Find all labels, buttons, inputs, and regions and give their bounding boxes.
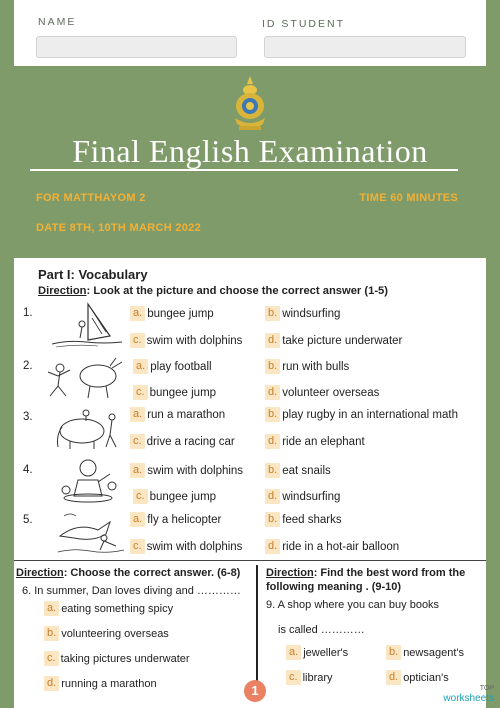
- column-divider: [256, 565, 258, 693]
- id-student-field[interactable]: [264, 36, 466, 58]
- option-text: ride an elephant: [282, 435, 365, 448]
- answer-option[interactable]: [44, 601, 173, 616]
- option-text: optician's: [403, 671, 449, 684]
- question-number: 4.: [23, 464, 33, 476]
- direction-text: : Find the best word from the: [313, 567, 466, 579]
- question-number: 2.: [23, 360, 33, 372]
- answer-option[interactable]: [44, 626, 169, 641]
- option-text: ride in a hot-air balloon: [282, 540, 400, 553]
- brand-bottom: worksheets: [443, 693, 494, 704]
- answer-option[interactable]: [286, 645, 348, 660]
- option-letter: c.: [44, 651, 59, 666]
- direction-text: following meaning . (9-10): [266, 581, 402, 593]
- answer-option[interactable]: [265, 407, 458, 422]
- option-text: run a marathon: [147, 408, 226, 421]
- answer-option[interactable]: [130, 463, 243, 478]
- answer-option[interactable]: [44, 651, 190, 666]
- option-letter: d.: [265, 333, 280, 348]
- option-letter: d.: [265, 489, 280, 504]
- question-9: 9. A shop where you can buy books: [266, 599, 440, 611]
- question-6: 6. In summer, Dan loves diving and …………: [22, 585, 241, 597]
- running-with-bulls-picture: [44, 354, 126, 402]
- option-letter: d.: [265, 434, 280, 449]
- direction-label: Direction: [38, 285, 87, 297]
- direction-label: Direction: [266, 567, 314, 579]
- brand-top: TOP: [479, 685, 494, 692]
- direction-text: : Choose the correct answer. (6-8): [63, 567, 241, 579]
- answer-option[interactable]: [133, 385, 216, 400]
- option-letter: d.: [265, 385, 280, 400]
- option-letter: b.: [386, 645, 401, 660]
- header-banner: [0, 66, 500, 258]
- option-text: windsurfing: [282, 307, 341, 320]
- option-letter: a.: [130, 407, 145, 422]
- option-letter: b.: [265, 512, 280, 527]
- option-letter: b.: [265, 407, 280, 422]
- option-text: eating something spicy: [61, 602, 174, 615]
- option-letter: a.: [44, 601, 59, 616]
- answer-option[interactable]: [265, 512, 342, 527]
- option-text: drive a racing car: [146, 435, 235, 448]
- answer-option[interactable]: [265, 306, 340, 321]
- school-emblem-icon: [229, 74, 271, 134]
- option-text: swim with dolphins: [147, 464, 244, 477]
- answer-option[interactable]: [265, 359, 349, 374]
- option-letter: c.: [130, 333, 145, 348]
- option-text: eat snails: [282, 464, 331, 477]
- part1-title: Part I: Vocabulary: [38, 267, 148, 282]
- option-letter: b.: [265, 306, 280, 321]
- form-level: FOR MATTHAYOM 2: [36, 192, 146, 204]
- option-text: volunteer overseas: [282, 386, 380, 399]
- answer-option[interactable]: [386, 645, 464, 660]
- option-letter: c.: [130, 539, 145, 554]
- option-text: running a marathon: [61, 677, 157, 690]
- option-letter: d.: [265, 539, 280, 554]
- name-label: NAME: [38, 16, 77, 28]
- feeding-sharks-picture: [54, 508, 126, 554]
- option-letter: b.: [44, 626, 59, 641]
- option-text: fly a helicopter: [147, 513, 222, 526]
- answer-option[interactable]: [265, 333, 402, 348]
- answer-option[interactable]: [130, 306, 214, 321]
- answer-option[interactable]: [130, 539, 242, 554]
- answer-option[interactable]: [130, 512, 221, 527]
- option-letter: a.: [286, 645, 301, 660]
- answer-option[interactable]: [130, 407, 225, 422]
- question-number: 5.: [23, 514, 33, 526]
- part1-direction: [38, 285, 388, 297]
- option-text: play rugby in an international math: [282, 408, 458, 421]
- option-text: feed sharks: [282, 513, 342, 526]
- question-number: 3.: [23, 411, 33, 423]
- option-text: library: [302, 671, 333, 684]
- exam-title: Final English Examination: [72, 133, 428, 169]
- page-number-badge: 1: [244, 680, 266, 702]
- answer-option[interactable]: [265, 539, 399, 554]
- eating-snails-picture: [54, 456, 126, 504]
- answer-option[interactable]: [265, 463, 331, 478]
- question-9-continued: is called …………: [278, 624, 365, 636]
- option-letter: c.: [133, 385, 148, 400]
- option-letter: b.: [265, 359, 280, 374]
- part-right-direction: [266, 566, 465, 594]
- option-text: jeweller's: [303, 646, 349, 659]
- id-student-label: ID STUDENT: [262, 18, 345, 30]
- windsurfing-picture: [48, 300, 126, 350]
- answer-option[interactable]: [130, 333, 242, 348]
- answer-option[interactable]: [130, 434, 235, 449]
- option-text: swim with dolphins: [146, 334, 243, 347]
- name-field[interactable]: [36, 36, 237, 58]
- direction-text: : Look at the picture and choose the correct answer (1-5): [86, 285, 389, 297]
- option-text: bungee jump: [149, 386, 217, 399]
- part-left-direction: [16, 566, 240, 580]
- option-text: bungee jump: [149, 490, 217, 503]
- option-text: bungee jump: [147, 307, 214, 320]
- option-text: run with bulls: [282, 360, 350, 373]
- option-text: take picture underwater: [282, 334, 403, 347]
- answer-option[interactable]: [133, 489, 216, 504]
- question-number: 1.: [23, 307, 33, 319]
- answer-option[interactable]: [265, 489, 340, 504]
- option-text: play football: [150, 360, 212, 373]
- option-letter: a.: [133, 359, 148, 374]
- option-letter: a.: [130, 512, 145, 527]
- option-text: taking pictures underwater: [60, 652, 190, 665]
- option-letter: d.: [386, 670, 401, 685]
- option-text: newsagent's: [403, 646, 464, 659]
- option-letter: a.: [130, 463, 145, 478]
- elephant-ride-picture: [52, 405, 126, 451]
- topworksheets-logo: [443, 684, 494, 704]
- option-text: windsurfing: [282, 490, 341, 503]
- direction-label: Direction: [16, 567, 64, 579]
- exam-date: DATE 8TH, 10TH MARCH 2022: [36, 222, 201, 234]
- option-letter: c.: [286, 670, 301, 685]
- option-letter: a.: [130, 306, 145, 321]
- answer-option[interactable]: [44, 676, 157, 691]
- option-letter: b.: [265, 463, 280, 478]
- option-letter: c.: [130, 434, 145, 449]
- option-letter: c.: [133, 489, 148, 504]
- title-underline: [30, 169, 458, 171]
- answer-option[interactable]: [133, 359, 212, 374]
- answer-option[interactable]: [386, 670, 449, 685]
- answer-option[interactable]: [265, 434, 365, 449]
- time-limit: TIME 60 MINUTES: [359, 192, 458, 204]
- option-text: volunteering overseas: [61, 627, 169, 640]
- section-divider: [14, 560, 486, 561]
- option-text: swim with dolphins: [146, 540, 243, 553]
- answer-option[interactable]: [265, 385, 379, 400]
- option-letter: d.: [44, 676, 59, 691]
- answer-option[interactable]: [286, 670, 333, 685]
